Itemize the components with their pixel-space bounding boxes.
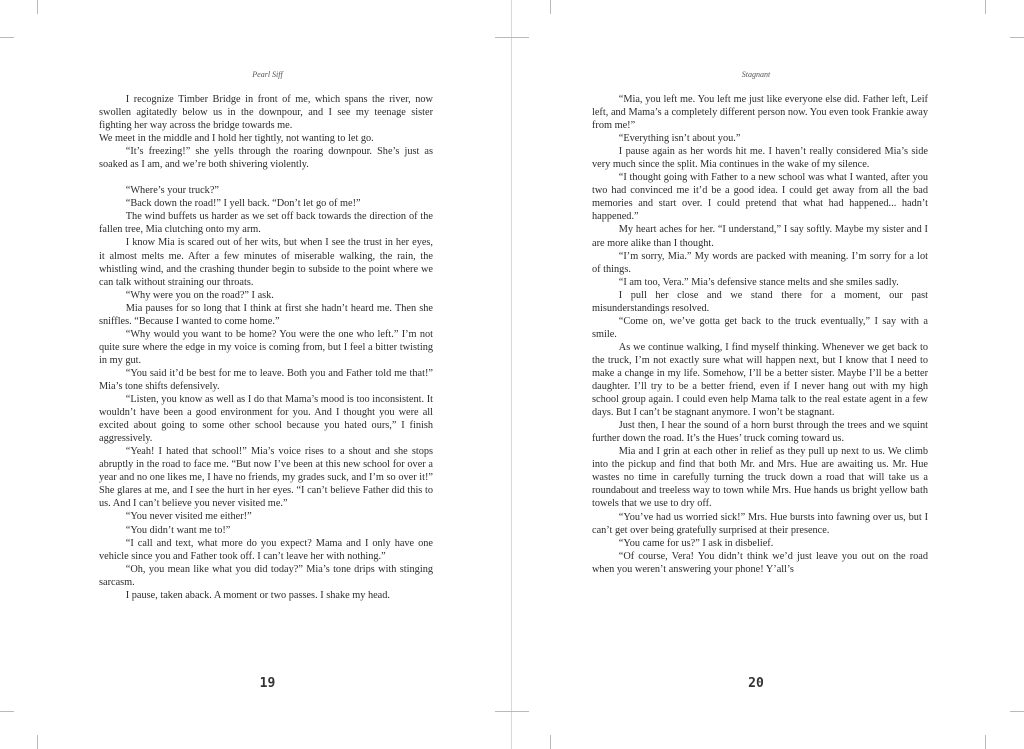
paragraph: My heart aches for her. “I understand,” I say softly. Maybe my sister and I are more alike than I thought. bbox=[592, 224, 928, 249]
crop-mark bbox=[1010, 711, 1024, 712]
crop-mark bbox=[1010, 37, 1024, 38]
body-text bbox=[99, 93, 433, 602]
crop-mark bbox=[985, 0, 986, 14]
paragraph: “You said it’d be best for me to leave. Both you and Father told me that!” Mia’s tone shifts defensively. bbox=[99, 367, 433, 392]
crop-mark bbox=[0, 37, 14, 38]
page-number: 20 bbox=[748, 676, 764, 691]
crop-mark bbox=[0, 711, 14, 712]
crop-mark bbox=[495, 37, 512, 38]
crop-mark bbox=[512, 37, 529, 38]
crop-mark bbox=[985, 735, 986, 749]
paragraph: “Back down the road!” I yell back. “Don’t let go of me!” bbox=[125, 198, 361, 210]
body-text bbox=[592, 93, 928, 576]
paragraph: “You came for us?” I ask in disbelief. bbox=[618, 537, 774, 549]
paragraph: “Come on, we’ve gotta get back to the truck eventually,” I say with a smile. bbox=[592, 315, 928, 340]
crop-mark bbox=[37, 735, 38, 749]
paragraph: I pause, taken aback. A moment or two passes. I shake my head. bbox=[125, 589, 390, 601]
paragraph: “Oh, you mean like what you did today?” Mia’s tone drips with stinging sarcasm. bbox=[99, 563, 433, 588]
paragraph: “Mia, you left me. You left me just like everyone else did. Father left, Leif left, and Mama’s a completely different person now. You even took Frankie away from me!” bbox=[592, 94, 928, 132]
paragraph: “I call and text, what more do you expect? Mama and I only have one vehicle since you and Father took off. I can’t leave her with nothing.” bbox=[99, 537, 433, 562]
paragraph: “I am too, Vera.” Mia’s defensive stance melts and she smiles sadly. bbox=[618, 276, 899, 288]
paragraph: “I thought going with Father to a new school was what I wanted, after you two had convinced me it’d be a good idea. I could get away from all the bad memories and start over. I could pretend that what had happened... hadn’t happened.” bbox=[592, 172, 928, 223]
paragraph: “Listen, you know as well as I do that Mama’s mood is too inconsistent. It wouldn’t have been a good environment for you. And I thought you were all excited about going to some other school because you hated ours,” I finish aggressively. bbox=[99, 394, 433, 445]
paragraph: Just then, I hear the sound of a horn burst through the trees and we squint further down the road. It’s the Hues’ truck coming toward us. bbox=[592, 420, 928, 445]
crop-mark bbox=[37, 0, 38, 14]
paragraph: “I’m sorry, Mia.” My words are packed with meaning. I’m sorry for a lot of things. bbox=[592, 250, 928, 275]
crop-mark bbox=[550, 0, 551, 14]
paragraph: “Of course, Vera! You didn’t think we’d just leave you out on the road when you weren’t answering your phone! Y’all’s bbox=[592, 550, 928, 575]
running-head-author: Pearl Siff bbox=[252, 70, 283, 79]
paragraph: I know Mia is scared out of her wits, but when I see the trust in her eyes, it almost melts me. After a few minutes of miserable walking, the rain, the whistling wind, and the crashing thunder begin to subside to the point where we can talk without straining our throats. bbox=[99, 237, 433, 288]
paragraph: “Yeah! I hated that school!” Mia’s voice rises to a shout and she stops abruptly in the road to face me. “But now I’ve been at this new school for over a year and no one likes me, I have no friends, my grades suck, and I’m so over it!” She glares at me, and I see the hurt in her eyes. “I can’t believe Father did this to us. And I can’t believe you never visited me.” bbox=[99, 446, 433, 510]
paragraph: I pull her close and we stand there for a moment, our past misunderstandings resolved. bbox=[592, 289, 928, 314]
paragraph: I pause again as her words hit me. I haven’t really considered Mia’s side very much since the split. Mia continues in the wake of my silence. bbox=[592, 146, 928, 171]
paragraph: Mia and I grin at each other in relief as they pull up next to us. We climb into the pickup and find that both Mr. and Mrs. Hue are awaiting us. Mr. Hue wastes no time in carefully turning the truck down a road that will take us a roundabout and treeless way to town while Mrs. Hue hands us bright yellow bath towels that we use to dry off. bbox=[592, 446, 928, 510]
paragraph: “You’ve had us worried sick!” Mrs. Hue bursts into fawning over us, but I can’t get over being gratefully surprised at their presence. bbox=[592, 511, 928, 536]
running-head-title: Stagnant bbox=[741, 70, 771, 79]
paragraph: The wind buffets us harder as we set off back towards the direction of the fallen tree, Mia clutching onto my arm. bbox=[99, 211, 433, 236]
paragraph: “Where’s your truck?” bbox=[125, 185, 219, 197]
crop-mark bbox=[495, 711, 512, 712]
paragraph: “You didn’t want me to!” bbox=[125, 524, 231, 536]
paragraph: “Everything isn’t about you.” bbox=[618, 133, 741, 145]
paragraph: “Why were you on the road?” I ask. bbox=[125, 289, 274, 301]
right-page bbox=[512, 0, 1024, 749]
paragraph: We meet in the middle and I hold her tightly, not wanting to let go. bbox=[99, 133, 374, 145]
paragraph: “It’s freezing!” she yells through the roaring downpour. She’s just as soaked as I am, and we’re both shivering violently. bbox=[99, 146, 433, 171]
crop-mark bbox=[512, 711, 529, 712]
page-number: 19 bbox=[259, 676, 276, 691]
paragraph: As we continue walking, I find myself thinking. Whenever we get back to the truck, I’m not exactly sure what will happen next, but I know that I need to make a change in my life. Somehow, I’ll be a better sister. Maybe I’ll be a better daughter. I’ll try to be a better friend, even if I never hang out with my high school group again. I could even help Mama talk to the real estate agent in a few days. But I can’t be stagnant anymore. I won’t be stagnant. bbox=[592, 341, 928, 419]
crop-mark bbox=[550, 735, 551, 749]
paragraph: “Why would you want to be home? You were the one who left.” I’m not quite sure where the edge in my voice is coming from, but I feel a bitter twisting in my gut. bbox=[99, 328, 433, 366]
paragraph: Mia pauses for so long that I think at first she hadn’t heard me. Then she sniffles. “Because I wanted to come home.” bbox=[99, 302, 433, 327]
paragraph: “You never visited me either!” bbox=[125, 511, 252, 523]
paragraph: I recognize Timber Bridge in front of me, which spans the river, now swollen agitatedly below us in the downpour, and I see my teenage sister fighting her way across the bridge towards me. bbox=[99, 94, 433, 132]
